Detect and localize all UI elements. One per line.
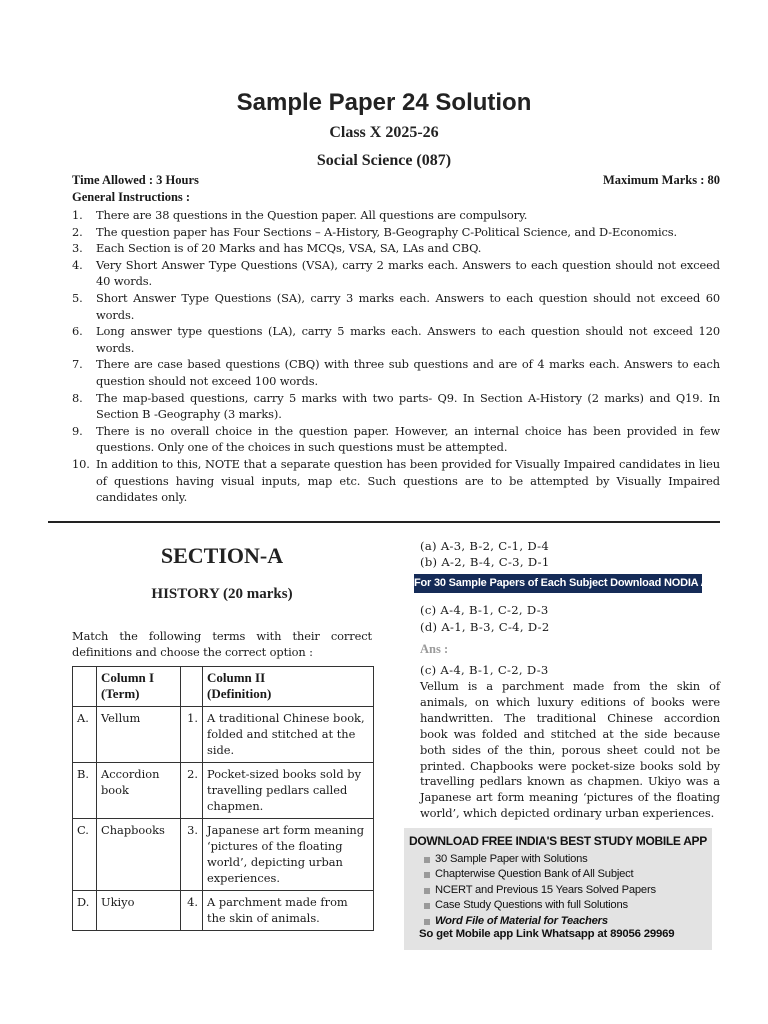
list-item <box>424 867 656 882</box>
table-header-cell <box>203 667 374 707</box>
square-bullet-icon <box>424 872 430 878</box>
row-letter: C. <box>73 819 97 891</box>
instruction-number: 9. <box>72 423 83 438</box>
list-item <box>424 883 656 898</box>
general-instructions-heading: General Instructions : <box>72 190 191 204</box>
instruction-number: 7. <box>72 357 83 372</box>
instruction-item <box>72 423 720 456</box>
instruction-text: There are case based questions (CBQ) with three sub questions and are of 4 marks each. Answers to each question should not exceed 100 words. <box>96 357 720 388</box>
instruction-item <box>72 240 720 257</box>
instruction-number: 6. <box>72 324 83 339</box>
instruction-item <box>72 323 720 356</box>
download-app-banner[interactable]: For 30 Sample Papers of Each Subject Download NODIA App <box>414 574 702 593</box>
row-definition: A parchment made from the skin of animals. <box>203 891 374 931</box>
instruction-item <box>72 290 720 323</box>
row-definition: Japanese art form meaning ‘pictures of the floating world’, depicting urban experiences. <box>203 819 374 891</box>
advert-item-text: 30 Sample Paper with Solutions <box>435 853 588 865</box>
list-item <box>424 914 656 929</box>
instruction-item <box>72 390 720 423</box>
row-term: Chapbooks <box>97 819 181 891</box>
option-a: (a) A-3, B-2, C-1, D-4 <box>420 539 550 553</box>
instruction-text: In addition to this, NOTE that a separate question has been provided for Visually Impaired candidates in lieu of questions having visual inputs, map etc. Such questions are to be attempted by Visually Impaired candidates only. <box>96 456 720 505</box>
row-letter: A. <box>73 707 97 763</box>
table-header-cell <box>73 667 97 707</box>
square-bullet-icon <box>424 857 430 863</box>
instruction-number: 10. <box>72 456 90 471</box>
section-title: SECTION-A <box>160 543 284 568</box>
instruction-text: The map-based questions, carry 5 marks with two parts- Q9. In Section A-History (2 marks) and Q19. In Section B -Geography (3 marks). <box>96 390 720 422</box>
meta-row <box>72 173 720 189</box>
row-letter: B. <box>73 763 97 819</box>
paper-title: Sample Paper 24 Solution <box>236 89 532 116</box>
option-c: (c) A-4, B-1, C-2, D-3 <box>420 603 549 617</box>
table-row <box>73 707 374 763</box>
row-definition: A traditional Chinese book, folded and stitched at the side. <box>203 707 374 763</box>
column-1-subheader: (Term) <box>101 686 140 701</box>
table-row <box>73 891 374 931</box>
instruction-item <box>72 207 720 224</box>
row-letter: D. <box>73 891 97 931</box>
row-number: 1. <box>181 707 203 763</box>
instruction-text: Each Section is of 20 Marks and has MCQs, VSA, SA, LAs and CBQ. <box>96 241 482 256</box>
instruction-number: 4. <box>72 257 83 272</box>
row-term: Ukiyo <box>97 891 181 931</box>
match-table <box>72 666 374 931</box>
section-divider <box>48 521 720 523</box>
row-number: 4. <box>181 891 203 931</box>
table-row <box>73 763 374 819</box>
instruction-item <box>72 356 720 389</box>
row-number: 2. <box>181 763 203 819</box>
option-b: (b) A-2, B-4, C-3, D-1 <box>420 555 550 569</box>
answer-choice: (c) A-4, B-1, C-2, D-3 <box>420 663 549 677</box>
class-line: Class X 2025-26 <box>329 124 439 141</box>
column-1-header: Column I <box>101 670 155 685</box>
time-allowed: Time Allowed : 3 Hours <box>72 173 199 187</box>
instruction-number: 2. <box>72 224 83 239</box>
table-row <box>73 819 374 891</box>
instruction-number: 8. <box>72 390 83 405</box>
instruction-text: The question paper has Four Sections – A-History, B-Geography C-Political Science, and D-Economics. <box>96 224 678 239</box>
instruction-text: There are 38 questions in the Question paper. All questions are compulsory. <box>96 208 528 222</box>
advert-footer: So get Mobile app Link Whatsapp at 89056 29969 <box>419 928 675 940</box>
advert-item-text: Chapterwise Question Bank of All Subject <box>435 868 634 881</box>
question-text: Match the following terms with their correct definitions and choose the correct option : <box>72 629 372 659</box>
table-header-cell <box>181 667 203 707</box>
study-app-advert[interactable] <box>404 828 712 950</box>
advert-title: DOWNLOAD FREE INDIA'S BEST STUDY MOBILE APP <box>409 834 707 848</box>
answer-label: Ans : <box>420 642 449 656</box>
answer-explanation: Vellum is a parchment made from the skin of animals, on which luxury editions of books were handwritten. The traditional Chinese accordion book was folded and stitched at the side because both sides of the thin, porous sheet could not be printed. Chapbooks were pocket-size books sold by travelling pedlars known as chapmen. Ukiyo was a Japanese art form meaning ‘pictures of the floating world’, which depicted ordinary urban experiences. <box>420 679 720 821</box>
instructions-list <box>72 207 720 506</box>
square-bullet-icon <box>424 919 430 925</box>
instruction-number: 5. <box>72 290 83 305</box>
row-number: 3. <box>181 819 203 891</box>
advert-item-text: NCERT and Previous 15 Years Solved Papers <box>435 883 656 896</box>
row-term: Vellum <box>97 707 181 763</box>
table-header-cell <box>97 667 181 707</box>
list-item <box>424 852 656 867</box>
instruction-item <box>72 224 720 241</box>
section-subtitle: HISTORY (20 marks) <box>151 586 293 602</box>
column-2-header: Column II <box>207 670 266 685</box>
square-bullet-icon <box>424 903 430 909</box>
advert-item-text: Case Study Questions with full Solutions <box>435 899 628 912</box>
row-definition: Pocket-sized books sold by travelling pedlars called chapmen. <box>203 763 374 819</box>
row-term: Accordion book <box>97 763 181 819</box>
instruction-text: Short Answer Type Questions (SA), carry 3 marks each. Answers to each question should not exceed 60 words. <box>96 290 720 322</box>
instruction-item <box>72 257 720 290</box>
instruction-number: 3. <box>72 241 83 256</box>
advert-item-text: Word File of Material for Teachers <box>435 914 608 927</box>
advert-list <box>424 852 656 929</box>
instruction-text: Long answer type questions (LA), carry 5 marks each. Answers to each question should not exceed 120 words. <box>96 324 720 355</box>
instruction-text: Very Short Answer Type Questions (VSA), carry 2 marks each. Answers to each question should not exceed 40 words. <box>96 257 720 289</box>
column-2-subheader: (Definition) <box>207 686 272 701</box>
square-bullet-icon <box>424 888 430 894</box>
option-d: (d) A-1, B-3, C-4, D-2 <box>420 620 550 634</box>
instruction-item <box>72 456 720 506</box>
instruction-number: 1. <box>72 208 83 222</box>
list-item <box>424 898 656 913</box>
subject-line: Social Science (087) <box>316 152 452 169</box>
table-header-row <box>73 667 374 707</box>
maximum-marks: Maximum Marks : 80 <box>603 173 720 187</box>
instruction-text: There is no overall choice in the question paper. However, an internal choice has been provided in few questions. Only one of the choices in such questions must be attempted. <box>96 423 720 455</box>
